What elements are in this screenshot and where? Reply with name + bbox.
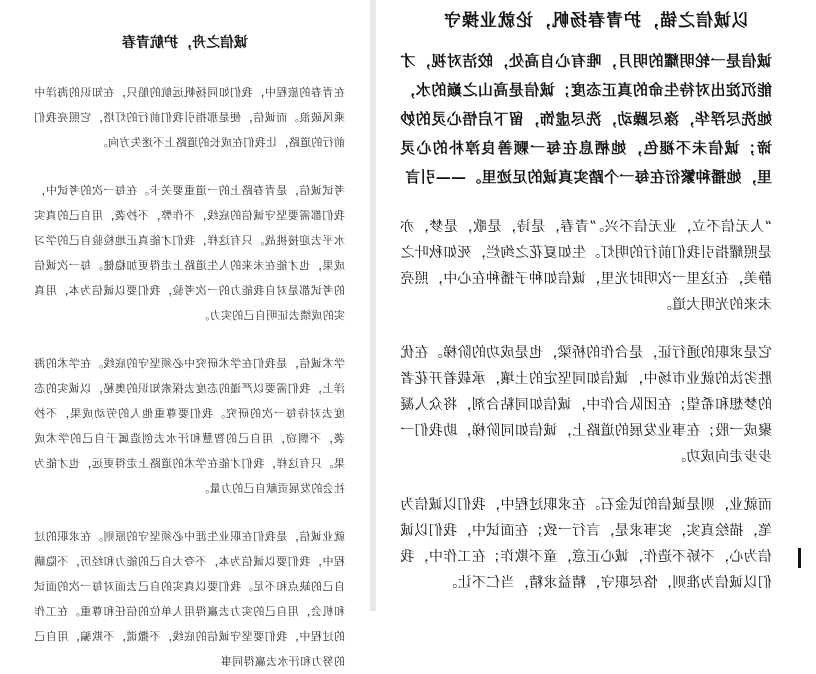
body-paragraph: “人无信不立，业无信不兴。”青春，是诗，是歌，是梦，亦是照耀指引我们前行的明灯。生如夏花之绚烂，死如秋叶之静美，在这里一次明时光里，诚信如种子播种在心中，照亮未来的光明大道。 <box>400 219 772 313</box>
page-title: 以诚信之锚，护青春扬帆，论就业操守 <box>443 11 749 31</box>
page-body <box>376 47 816 596</box>
document-page-main <box>376 0 816 611</box>
body-paragraph: 在青春的旅程中，我们如同扬帆远航的船只，在知识的海洋中乘风破浪。而诚信，便是那指引我们前行的灯塔，它照亮我们前行的道路，让我们在成长的道路上不迷失方向。 <box>34 86 345 149</box>
text-cursor[interactable] <box>798 548 801 568</box>
body-paragraph: 它是求职的通行证，是合作的桥梁，也是成功的阶梯。在优胜劣汰的就业市场中，诚信如同坚定的土壤，承载着开花者的梦想和希望；在团队合作中，诚信如同粘合剂，将众人凝聚成一股；在事业发展的道路上，诚信如同阶梯，助我们一步步走向成功。 <box>400 345 772 465</box>
page-body <box>0 80 370 674</box>
body-paragraph: 而就业，则是诚信的试金石。在求职过程中，我们以诚信为笔，描绘真实，实事求是，言行一致；在面试中，我们以诚信为心，不矫不造作，诚心正意，童不欺诈；在工作中，我们以诚信为准则，恪尽职守，精益求精，当仁不让。 <box>400 497 772 591</box>
page-divider <box>370 0 376 611</box>
intro-paragraph: 诚信是一轮明耀的明月，唯有心自高处，皎洁对视，才能沉淀出对待生命的真正态度；诚信是高山之巅的水，她洗尽浮华，涤尽躁动，洗尽虚饰，留下启悟心灵的妙谛；诚信未不褪色，她栖息在每一颗善良淳朴的心灵里，她播种繁衍在每一个踏实真诚的足迹里。——引言 <box>400 52 772 186</box>
body-paragraph: 就业诚信，是我们在职业生涯中必须坚守的原则。在求职的过程中，我们要以诚信为本，不夸大自己的能力和经历，不隐瞒自己的缺点和不足。我们要以真实的自己去面对每一次的面试和机会，用自己的实力去赢得用人单位的信任和尊重。在工作的过程中，我们要坚守诚信的底线，不撒谎，不欺骗，用自己的努力和汗水去赢得同事 <box>34 530 345 668</box>
body-paragraph: 学术诚信，是我们在学术研究中必须坚守的底线。在学术的海洋上，我们需要以严谨的态度去探索知识的奥秘，以诚实的态度去对待每一次的研究。我们要尊重他人的劳动成果，不抄袭，不剽窃，用自己的智慧和汗水去创造属于自己的学术成果。只有这样，我们才能在学术的道路上走得更远，也才能为社会的发展贡献自己的力量。 <box>34 357 345 495</box>
document-page-second <box>0 0 370 668</box>
body-paragraph: 考试诚信，是青春路上的一道重要关卡。在每一次的考试中，我们都需要坚守诚信的底线，不作弊，不抄袭，用自己的真实水平去迎接挑战。只有这样，我们才能真正地检验自己的学习成果，也才能在未来的人生道路上走得更加稳健。每一次诚信的考试都是对自我能力的一次考验，我们要以诚信为本，用真实的成绩去证明自己的实力。 <box>34 184 345 322</box>
page-title: 诚信之舟，护航青春 <box>122 35 248 51</box>
